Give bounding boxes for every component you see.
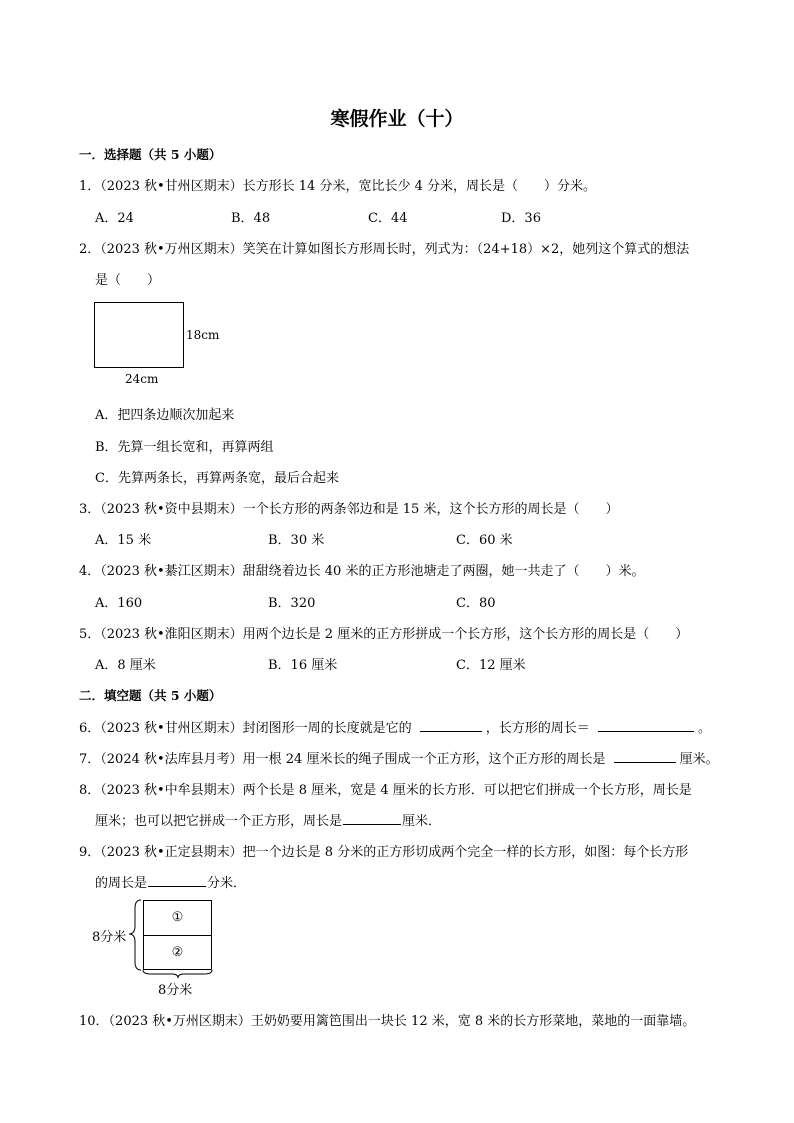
question-8: 8．（2023 秋•中牟县期末）两个长是 8 厘米，宽是 4 厘米的长方形．可以把它们拼成一个长方形，周长是	[79, 783, 692, 798]
q1-option-d: D．36	[501, 211, 541, 226]
q1-option-c: C．44	[368, 211, 408, 226]
q5-option-a: A．8 厘米	[95, 658, 156, 673]
q1-option-a: A．24	[95, 211, 134, 226]
question-9: 9．（2023 秋•正定县期末）把一个边长是 8 分米的正方形切成两个完全一样的长方形，如图：每个长方形	[79, 845, 689, 860]
q2-option-a: A．把四条边顺次加起来	[95, 408, 235, 423]
q8-blank[interactable]	[343, 811, 401, 825]
q7-blank[interactable]	[614, 749, 676, 763]
q6-text-3: 。	[697, 721, 711, 736]
q8-text-2: 厘米．	[402, 814, 442, 829]
q5-option-b: B．16 厘米	[268, 658, 338, 673]
q3-option-a: A．15 米	[95, 533, 152, 548]
q7-text-1: 7．（2024 秋•法库县月考）用一根 24 厘米长的绳子围成一个正方形，这个正方形的周长是	[79, 752, 606, 767]
q3-option-c: C．60 米	[456, 533, 513, 548]
square-bottom-label: 8分米	[158, 983, 193, 998]
q6-text-2: ，长方形的周长＝	[485, 721, 590, 736]
question-9-continued	[95, 872, 246, 891]
question-5: 5．（2023 秋•淮阳区期末）用两个边长是 2 厘米的正方形拼成一个长方形，这个长方形的周长是（ ）	[79, 627, 689, 642]
question-1: 1．（2023 秋•甘州区期末）长方形长 14 分米，宽比长少 4 分米，周长是（ ）分米。	[79, 179, 596, 194]
question-2: 2．（2023 秋•万州区期末）笑笑在计算如图长方形周长时，列式为：（24+18）×2，她列这个算式的想法	[79, 242, 690, 257]
question-6	[79, 717, 711, 736]
q6-text-1: 6．（2023 秋•甘州区期末）封闭图形一周的长度就是它的	[79, 721, 412, 736]
q2-option-b: B．先算一组长宽和，再算两组	[95, 440, 274, 455]
q3-option-b: B．30 米	[268, 533, 325, 548]
question-10: 10．（2023 秋•万州区期末）王奶奶要用篱笆围出一块长 12 米，宽 8 米的长方形菜地，菜地的一面靠墙。	[79, 1014, 696, 1029]
rectangle-side-label: 18cm	[186, 328, 220, 342]
rectangle-bottom-label: 24cm	[125, 372, 159, 386]
q1-option-b: B．48	[231, 211, 271, 226]
square-side-label: 8分米	[92, 930, 127, 945]
section-heading-choice: 一．选择题（共 5 小题）	[79, 147, 222, 162]
q2-option-c: C．先算两条长，再算两条宽，最后合起来	[95, 471, 339, 486]
page-title: 寒假作业（十）	[330, 108, 464, 130]
question-3: 3．（2023 秋•资中县期末）一个长方形的两条邻边和是 15 米，这个长方形的周长是（ ）	[79, 502, 619, 517]
question-7	[79, 748, 719, 767]
q9-blank[interactable]	[148, 873, 206, 887]
q4-option-a: A．160	[95, 596, 143, 611]
question-4: 4．（2023 秋•綦江区期末）甜甜绕着边长 40 米的正方形池塘走了两圈，她一共走了（ ）米。	[79, 564, 645, 579]
question-8-continued	[95, 810, 441, 829]
section-heading-fill: 二．填空题（共 5 小题）	[79, 688, 222, 703]
q4-option-b: B．320	[268, 596, 316, 611]
q6-blank-1[interactable]	[420, 718, 482, 732]
q9-text-1: 的周长是	[95, 876, 148, 891]
q9-text-2: 分米．	[207, 876, 247, 891]
brace-lines	[120, 896, 220, 978]
cell-1-label: ①	[171, 910, 184, 925]
question-2-continued: 是（ ）	[95, 273, 161, 288]
q8-text-1: 厘米；也可以把它拼成一个正方形，周长是	[95, 814, 343, 829]
q4-option-c: C．80	[456, 596, 496, 611]
cell-2-label: ②	[171, 945, 184, 960]
q6-blank-2[interactable]	[598, 718, 694, 732]
q7-text-2: 厘米。	[679, 752, 719, 767]
q5-option-c: C．12 厘米	[456, 658, 526, 673]
rectangle-figure	[94, 302, 184, 368]
